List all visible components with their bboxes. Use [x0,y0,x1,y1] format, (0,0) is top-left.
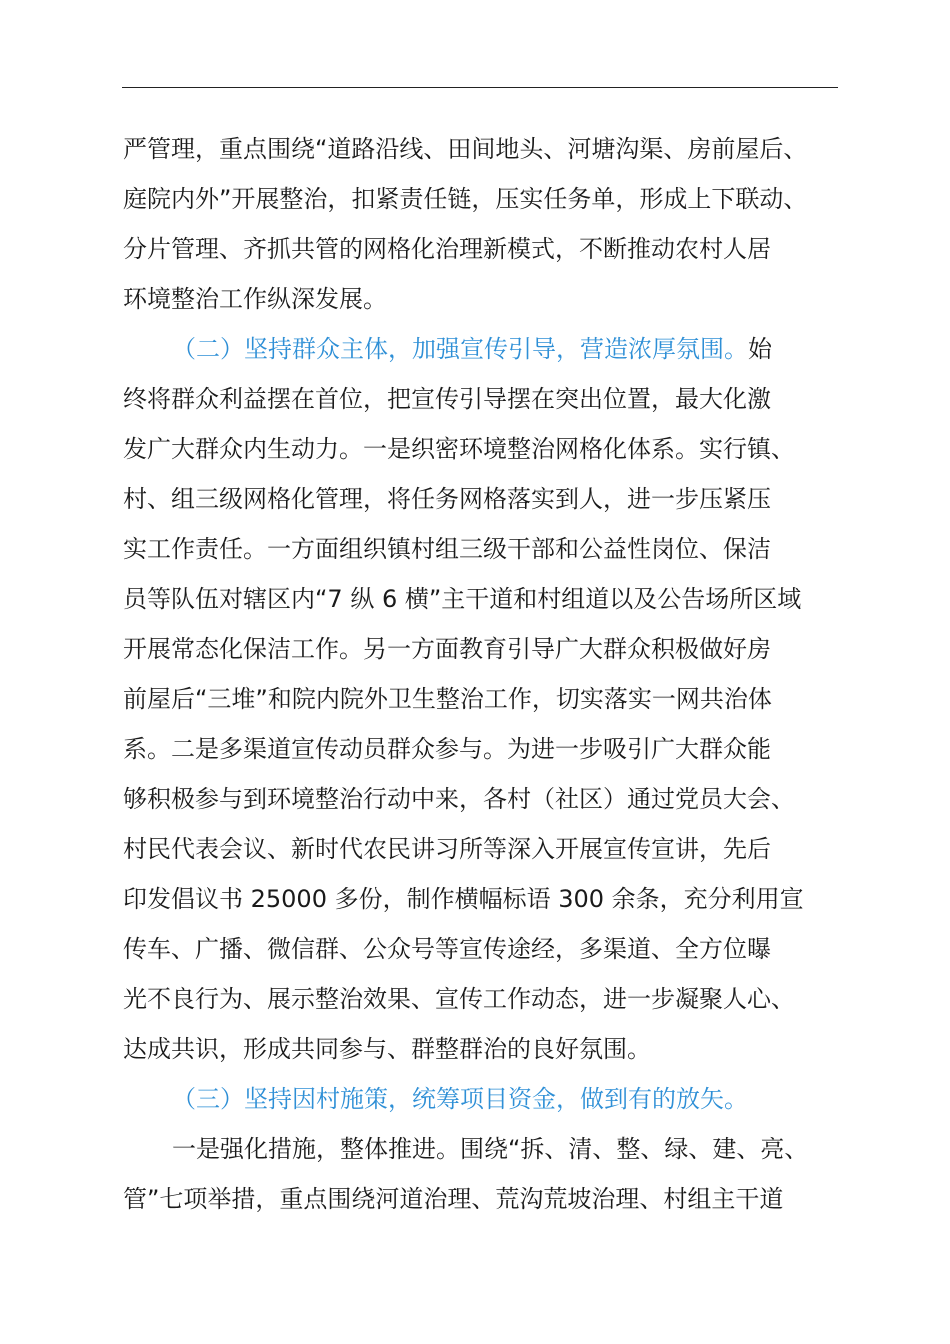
text-line: 够积极参与到环境整治行动中来，各村（社区）通过党员大会、 [123,785,795,813]
text-line: 庭院内外”开展整治，扣紧责任链，压实任务单，形成上下联动、 [123,185,808,213]
text-line: 分片管理、齐抓共管的网格化治理新模式，不断推动农村人居 [123,235,771,263]
text-line: 实工作责任。一方面组织镇村组三级干部和公益性岗位、保洁 [123,535,771,563]
section-heading-2-line [123,324,853,374]
text-line: 光不良行为、展示整治效果、宣传工作动态，进一步凝聚人心、 [123,985,795,1013]
text-line: 传车、广播、微信群、公众号等宣传途经，多渠道、全方位曝 [123,935,771,963]
text-line: 村民代表会议、新时代农民讲习所等深入开展宣传宣讲，先后 [123,835,771,863]
text-line: 达成共识，形成共同参与、群整群治的良好氛围。 [123,1035,651,1063]
text-line: 员等队伍对辖区内“7 纵 6 横”主干道和村组道以及公告场所区域 [123,585,802,613]
section-heading-3-line [123,1074,853,1124]
text-line: 印发倡议书 25000 多份，制作横幅标语 300 余条，充分利用宣 [123,885,804,913]
text-line: 开展常态化保洁工作。另一方面教育引导广大群众积极做好房 [123,635,771,663]
text-line: 发广大群众内生动力。一是织密环境整治网格化体系。实行镇、 [123,435,795,463]
document-body [123,124,853,1224]
text-line: 严管理，重点围绕“道路沿线、田间地头、河塘沟渠、房前屋后、 [123,135,808,163]
text-line: 系。二是多渠道宣传动员群众参与。为进一步吸引广大群众能 [123,735,771,763]
section-heading-2: （二）坚持群众主体，加强宣传引导，营造浓厚氛围。 [172,335,748,363]
text-line: 前屋后“三堆”和院内院外卫生整治工作，切实落实一网共治体 [123,685,772,713]
text-line: 村、组三级网格化管理，将任务网格落实到人，进一步压紧压 [123,485,771,513]
header-rule [122,87,838,88]
text-line: 一是强化措施，整体推进。围绕“拆、清、整、绿、建、亮、 [172,1135,809,1163]
section-heading-3: （三）坚持因村施策，统筹项目资金，做到有的放矢。 [172,1085,748,1113]
text-line: 环境整治工作纵深发展。 [123,285,387,313]
text-line: 管”七项举措，重点围绕河道治理、荒沟荒坡治理、村组主干道 [123,1185,784,1213]
heading-continuation-text: 始 [748,335,772,363]
text-line: 终将群众利益摆在首位，把宣传引导摆在突出位置，最大化激 [123,385,771,413]
